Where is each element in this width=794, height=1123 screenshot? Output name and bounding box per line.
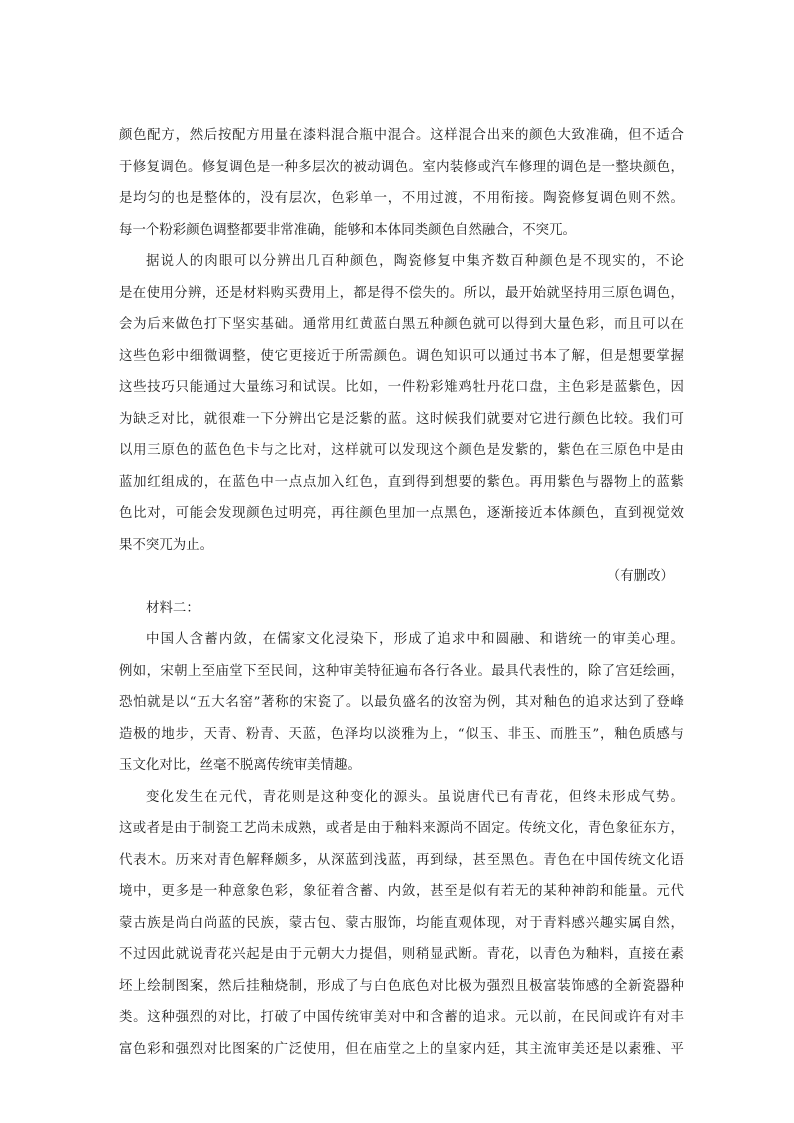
text-line: 为缺乏对比，就很难一下分辨出它是泛紫的蓝。这时候我们就要对它进行颜色比较。我们可	[119, 411, 684, 427]
text-line: 蓝加红组成的，在蓝色中一点点加入红色，直到得到想要的紫色。再用紫色与器物上的蓝紫	[119, 474, 684, 490]
document-page	[119, 120, 684, 1065]
text-line: 变化发生在元代，青花则是这种变化的源头。虽说唐代已有青花，但终未形成气势。	[146, 789, 684, 805]
text-line: （有删改）	[606, 569, 674, 584]
text-line: 是在使用分辨，还是材料购买费用上，都是得不偿失的。所以，最开始就坚持用三原色调色，	[119, 285, 684, 301]
text-line: 据说人的肉眼可以分辨出几百种颜色，陶瓷修复中集齐数百种颜色是不现实的，不论	[146, 254, 684, 269]
text-line: 玉文化对比，丝毫不脱离传统审美情趣。	[119, 758, 361, 773]
text-line: 色比对，可能会发现颜色过明亮，再往颜色里加一点黑色，逐渐接近本体颜色，直到视觉效	[119, 506, 684, 521]
text-line: 蒙古族是尚白尚蓝的民族，蒙古包、蒙古服饰，均能直观体现，对于青料感兴趣实属自然，	[119, 915, 684, 931]
text-line: 类。这种强烈的对比，打破了中国传统审美对中和含蓄的追求。元以前，在民间或许有对丰	[119, 1010, 684, 1025]
text-line: 每一个粉彩颜色调整都要非常准确，能够和本体同类颜色自然融合，不突兀。	[119, 222, 576, 238]
text-line: 材料二：	[146, 600, 200, 616]
text-line: 会为后来做色打下坚实基础。通常用红黄蓝白黑五种颜色就可以得到大量色彩，而且可以在	[119, 317, 684, 332]
text-line: 这些色彩中细微调整，使它更接近于所需颜色。调色知识可以通过书本了解，但是想要掌握	[119, 348, 684, 364]
text-line: 代表木。历来对青色解释颇多，从深蓝到浅蓝，再到绿，甚至黑色。青色在中国传统文化语	[119, 852, 684, 868]
paragraph	[119, 561, 684, 624]
text-line: 富色彩和强烈对比图案的广泛使用，但在庙堂之上的皇家内廷，其主流审美还是以素雅、平	[119, 1041, 684, 1057]
text-line: 以用三原色的蓝色色卡与之比对，这样就可以发现这个颜色是发紫的，紫色在三原色中是由	[119, 443, 684, 458]
text-line: 境中，更多是一种意象色彩，象征着含蓄、内敛，甚至是似有若无的某种神韵和能量。元代	[119, 884, 684, 899]
text-line: 颜色配方，然后按配方用量在漆料混合瓶中混合。这样混合出来的颜色大致准确，但不适合	[119, 128, 684, 143]
paragraph	[119, 246, 684, 561]
paragraph	[119, 782, 684, 1066]
paragraph	[119, 624, 684, 782]
text-line: 于修复调色。修复调色是一种多层次的被动调色。室内装修或汽车修理的调色是一整块颜色，	[119, 159, 684, 175]
text-line: 例如，宋朝上至庙堂下至民间，这种审美特征遍布各行各业。最具代表性的，除了宫廷绘画，	[119, 663, 684, 679]
text-line: 是均匀的也是整体的，没有层次，色彩单一，不用过渡，不用衔接。陶瓷修复调色则不然。	[119, 191, 684, 206]
text-line: 恐怕就是以“五大名窑”著称的宋瓷了。以最负盛名的汝窑为例，其对釉色的追求达到了登峰	[119, 695, 684, 710]
text-line: 坯上绘制图案，然后挂釉烧制，形成了与白色底色对比极为强烈且极富装饰感的全新瓷器种	[119, 978, 684, 994]
text-line: 不过因此就说青花兴起是由于元朝大力提倡，则稍显武断。青花，以青色为釉料，直接在素	[119, 947, 684, 962]
paragraph	[119, 120, 684, 246]
text-line: 造极的地步，天青、粉青、天蓝，色泽均以淡雅为上，“似玉、非玉、而胜玉”，釉色质感与	[119, 726, 684, 742]
text-line: 中国人含蓄内敛，在儒家文化浸染下，形成了追求中和圆融、和谐统一的审美心理。	[146, 632, 684, 647]
text-line: 这些技巧只能通过大量练习和试误。比如，一件粉彩雉鸡牡丹花口盘，主色彩是蓝紫色，因	[119, 380, 684, 395]
text-line: 这或者是由于制瓷工艺尚未成熟，或者是由于釉料来源尚不固定。传统文化，青色象征东方，	[119, 821, 684, 836]
text-line: 果不突兀为止。	[119, 537, 214, 553]
